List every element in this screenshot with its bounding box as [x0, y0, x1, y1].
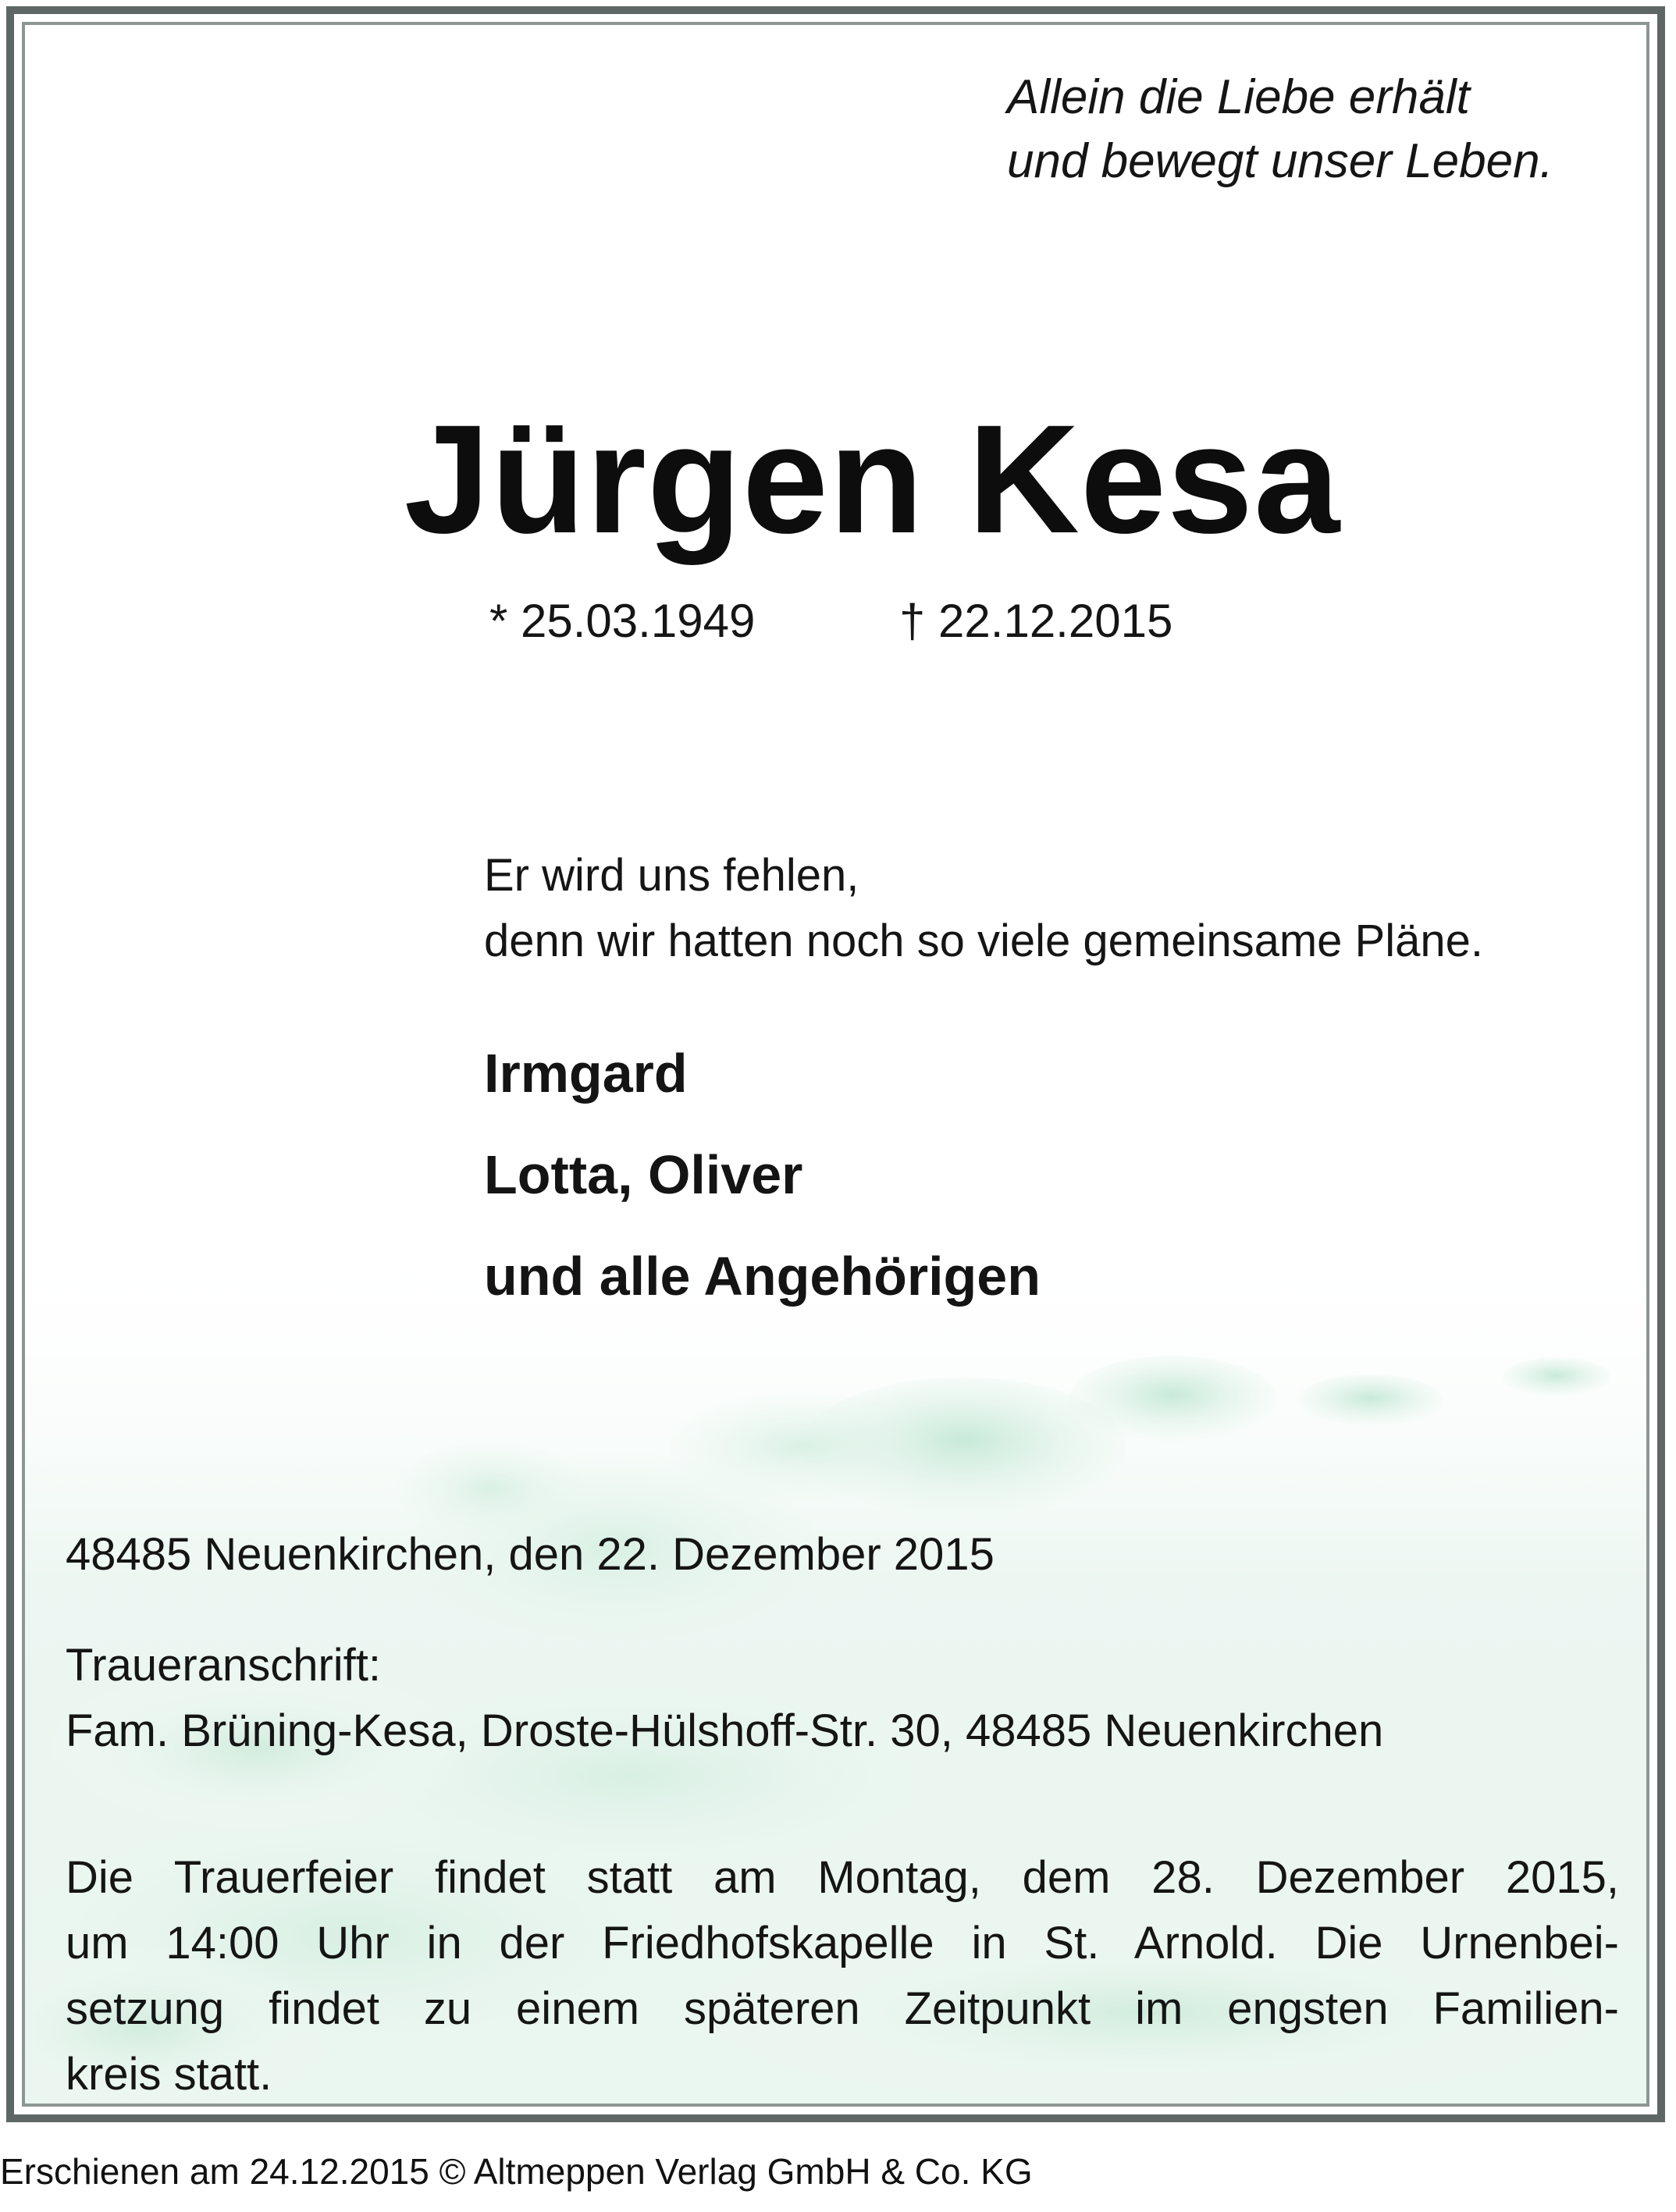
mourners-list [484, 1022, 1041, 1327]
ceremony-line: setzung findet zu einem späteren Zeitpunkt im engsten Familien- [66, 1983, 1619, 2034]
mourner-entry: und alle Angehörigen [484, 1246, 1041, 1307]
ceremony-details [66, 1845, 1619, 2107]
motto-line: und bewegt unser Leben. [1007, 134, 1553, 188]
notice-content [25, 25, 1646, 2104]
deceased-name: Jürgen Kesa [404, 393, 1341, 565]
place-and-date: 48485 Neuenkirchen, den 22. Dezember 2015 [66, 1529, 995, 1580]
address-label: Traueranschrift: [66, 1640, 381, 1691]
publication-footer: Erschienen am 24.12.2015 © Altmeppen Verlag GmbH & Co. KG [0, 2151, 1033, 2192]
mourner-entry: Irmgard [484, 1043, 688, 1104]
ceremony-line: um 14:00 Uhr in der Friedhofskapelle in St. Arnold. Die Urnenbei- [66, 1918, 1619, 1968]
quote-line: denn wir hatten noch so viele gemeinsame Pläne. [484, 916, 1483, 966]
farewell-quote [484, 843, 1483, 974]
address-text: Fam. Brüning-Kesa, Droste-Hülshoff-Str. 30, 48485 Neuenkirchen [66, 1705, 1384, 1756]
death-date: † 22.12.2015 [899, 595, 1173, 647]
mourning-address [66, 1633, 1383, 1764]
motto-line: Allein die Liebe erhält [1007, 70, 1470, 124]
motto-quote [1007, 66, 1553, 194]
quote-line: Er wird uns fehlen, [484, 850, 859, 901]
birth-date: * 25.03.1949 [489, 595, 756, 647]
notice-frame [6, 6, 1665, 2122]
notice-inner-frame [22, 22, 1649, 2107]
ceremony-line: Die Trauerfeier findet statt am Montag, dem 28. Dezember 2015, [66, 1852, 1619, 1903]
ceremony-line: kreis statt. [66, 2049, 272, 2100]
mourner-entry: Lotta, Oliver [484, 1144, 803, 1205]
